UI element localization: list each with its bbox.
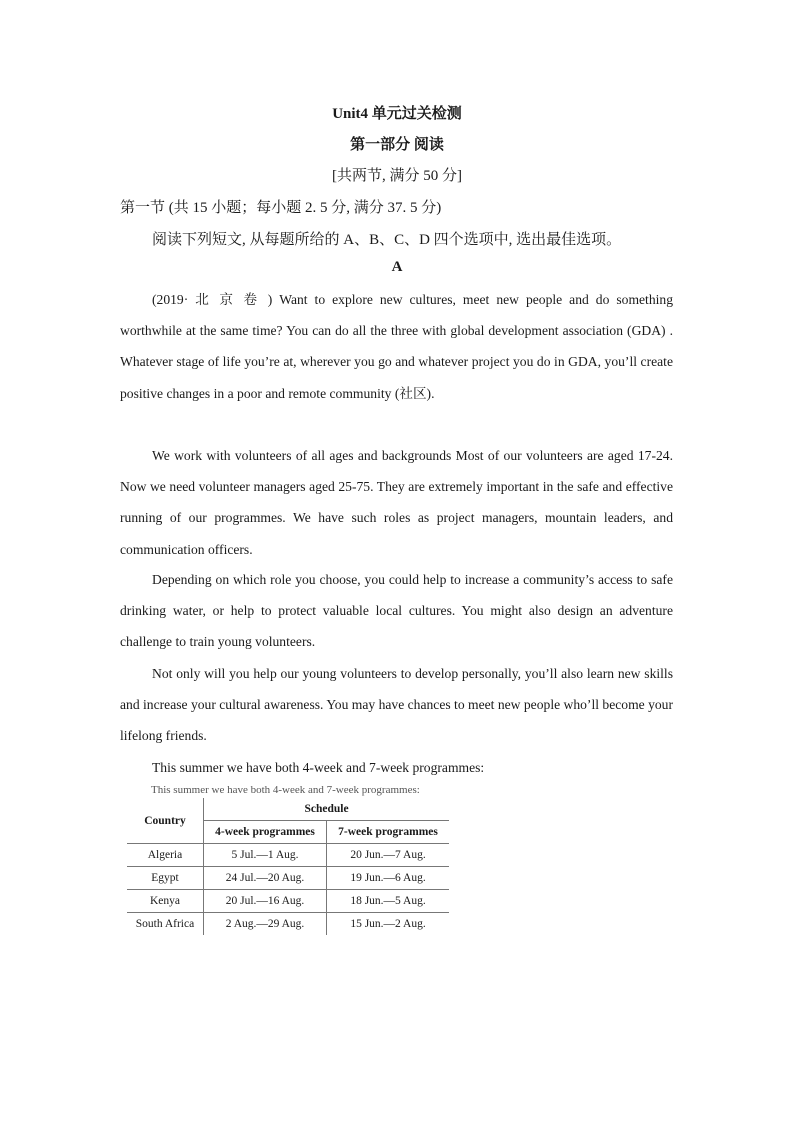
unit-title: Unit4 单元过关检测: [332, 106, 462, 122]
seven-week-cell: 15 Jun.—2 Aug.: [327, 913, 449, 936]
table-row: [127, 867, 449, 890]
four-week-cell: 24 Jul.—20 Aug.: [204, 867, 327, 890]
seven-week-cell: 18 Jun.—5 Aug.: [327, 890, 449, 913]
seven-week-cell: 19 Jun.—6 Aug.: [327, 867, 449, 890]
table-row: [127, 890, 449, 913]
seven-week-header: 7-week programmes: [327, 821, 449, 844]
schedule-table-image: [127, 784, 449, 938]
table-cut-caption: This summer we have both 4-week and 7-week programmes:: [151, 784, 420, 796]
seven-week-cell: 20 Jun.—7 Aug.: [327, 844, 449, 867]
four-week-cell: 20 Jul.—16 Aug.: [204, 890, 327, 913]
country-cell: South Africa: [127, 913, 204, 936]
section-instruction: 阅读下列短文, 从每题所给的 A、B、C、D 四个选项中, 选出最佳选项。: [152, 232, 622, 248]
passage-paragraph-1: (2019· 北 京 卷 ) Want to explore new cultures, meet new people and do something worthwhile at the same time? You can do all the three with global development association (GDA) . Whatever stage of life you’re at, wherever you go and whatever project you do in GDA, you’ll create positive changes in a poor and remote community (社区).: [120, 292, 673, 401]
schedule-header: Schedule: [204, 798, 450, 821]
table-row: [127, 913, 449, 936]
part-title: 第一部分 阅读: [350, 137, 444, 153]
four-week-header: 4-week programmes: [204, 821, 327, 844]
passage-paragraph-3: Depending on which role you choose, you could help to increase a community’s access to safe drinking water, or help to protect valuable local cultures. You might also design an adventure challenge to train young volunteers.: [120, 572, 673, 650]
four-week-cell: 5 Jul.—1 Aug.: [204, 844, 327, 867]
section-heading: 第一节 (共 15 小题；每小题 2. 5 分, 满分 37. 5 分): [120, 200, 442, 216]
four-week-cell: 2 Aug.—29 Aug.: [204, 913, 327, 936]
country-header: Country: [127, 798, 204, 844]
passage-label: A: [391, 259, 403, 275]
country-cell: Egypt: [127, 867, 204, 890]
schedule-table: [127, 798, 449, 935]
passage-paragraph-4: Not only will you help our young volunteers to develop personally, you’ll also learn new skills and increase your cultural awareness. You may have chances to meet new people who’ll become your lifelong friends.: [120, 666, 673, 744]
country-cell: Algeria: [127, 844, 204, 867]
part-note: [共两节, 满分 50 分]: [332, 168, 462, 184]
table-row: [127, 844, 449, 867]
passage-paragraph-5: This summer we have both 4-week and 7-week programmes:: [152, 760, 485, 775]
country-cell: Kenya: [127, 890, 204, 913]
passage-paragraph-2: We work with volunteers of all ages and backgrounds Most of our volunteers are aged 17-24. Now we need volunteer managers aged 25-75. They are extremely important in the safe and effective running of our programmes. We have such roles as project managers, mountain leaders, and communication officers.: [120, 448, 673, 557]
